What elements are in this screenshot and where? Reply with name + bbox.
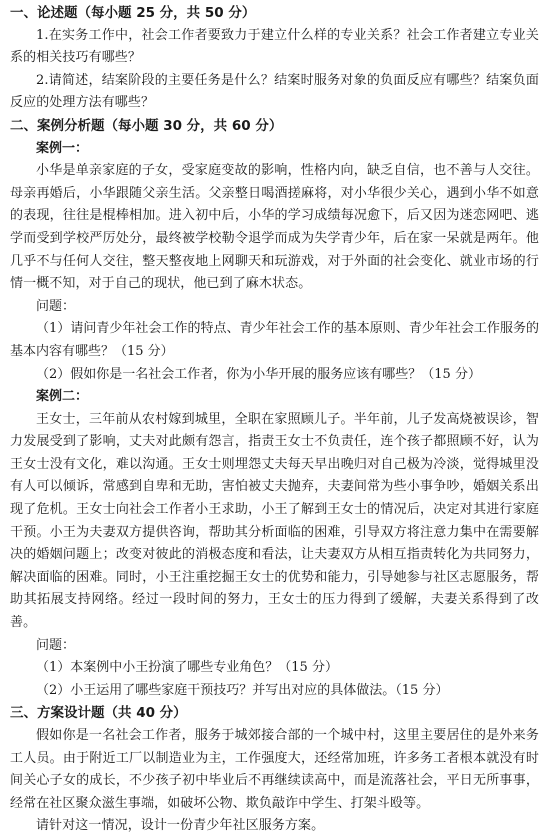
section-3-body: 假如你是一名社会工作者，服务于城郊接合部的一个城中村，这里主要居住的是外来务工人员。由于附近工厂以制造业为主，工作强度大，还经常加班，许多务工者根本就没有时间关心子女的成长，不少孩子初中毕业后不再继续读高中，而是流落社会，平日无所事事，经常在社区聚众滋生事端，如破坏公物、欺负敲诈中学生、打架斗殴等。	[10, 728, 539, 811]
case-1-questions-label: 问题：	[36, 298, 76, 314]
case-1-heading: 案例一：	[36, 140, 89, 156]
case-1-question-2: （2）假如你是一名社会工作者，你为小华开展的服务应该有哪些？（15 分）	[36, 366, 481, 382]
section-1-title: 一、论述题（每小题 25 分，共 50 分）	[10, 5, 256, 21]
case-2-questions-label: 问题：	[36, 637, 76, 653]
section-2-title: 二、案例分析题（每小题 30 分，共 60 分）	[10, 117, 283, 134]
section-3-task: 请针对这一情况，设计一份青少年社区服务方案。	[36, 818, 325, 834]
section-1-question-2: 2.请简述，结案阶段的主要任务是什么？结案时服务对象的负面反应有哪些？结案负面反应的处理方法有哪些？	[10, 72, 539, 111]
section-1-question-1: 1.在实务工作中，社会工作者要致力于建立什么样的专业关系？社会工作者建立专业关系的相关技巧有哪些？	[10, 27, 539, 66]
case-2-question-1: （1）本案例中小王扮演了哪些专业角色？（15 分）	[36, 660, 338, 676]
case-2-body: 王女士，三年前从农村嫁到城里，全职在家照顾儿子。半年前，儿子发高烧被误诊，智力发展受到了影响，丈夫对此颇有怨言，指责王女士不负责任，连个孩子都照顾不好，认为王女士没有文化，难以沟通。王女士则埋怨丈夫每天早出晚归对自己极为冷淡，觉得城里没有人可以倾诉，常感到自卑和无助，害怕被丈夫抛弃，夫妻间常为些小事争吵，婚姻关系出现了危机。王女士向社会工作者小王求助，小王了解到王女士的情况后，决定对其进行家庭干预。小王为夫妻双方提供咨询，帮助其分析面临的困难，引导双方将注意力集中在需要解决的婚姻问题上；改变对彼此的消极态度和看法，让夫妻双方从相互指责转化为共同努力，解决面临的困难。同时，小王注重挖掘王女士的优势和能力，引导她参与社区志愿服务，帮助其拓展支持网络。经过一段时间的努力，王女士的压力得到了缓解，夫妻关系得到了改善。	[10, 411, 539, 631]
case-1-question-1: （1）请问青少年社会工作的特点、青少年社会工作的基本原则、青少年社会工作服务的基本内容有哪些？（15 分）	[10, 321, 539, 359]
case-2-heading: 案例二：	[36, 389, 89, 405]
case-2-question-2: （2）小王运用了哪些家庭干预技巧？并写出对应的具体做法。（15 分）	[36, 682, 449, 698]
section-3-title: 三、方案设计题（共 40 分）	[10, 705, 187, 722]
case-1-body: 小华是单亲家庭的子女，受家庭变故的影响，性格内向，缺乏自信，也不善与人交往。母亲再婚后，小华跟随父亲生活。父亲整日喝酒搓麻将，对小华很少关心，遇到小华不如意的表现，往往是棍棒相加。进入初中后，小华的学习成绩每况愈下，后又因为迷恋网吧、逃学而受到学校严厉处分，最终被学校勒令退学而成为失学青少年，后在家一呆就是两年。他几乎不与任何人交往，整天整夜地上网聊天和玩游戏，对于外面的社会变化、就业市场的行情一概不知，对于自己的现状，他已到了麻木状态。	[10, 163, 539, 292]
